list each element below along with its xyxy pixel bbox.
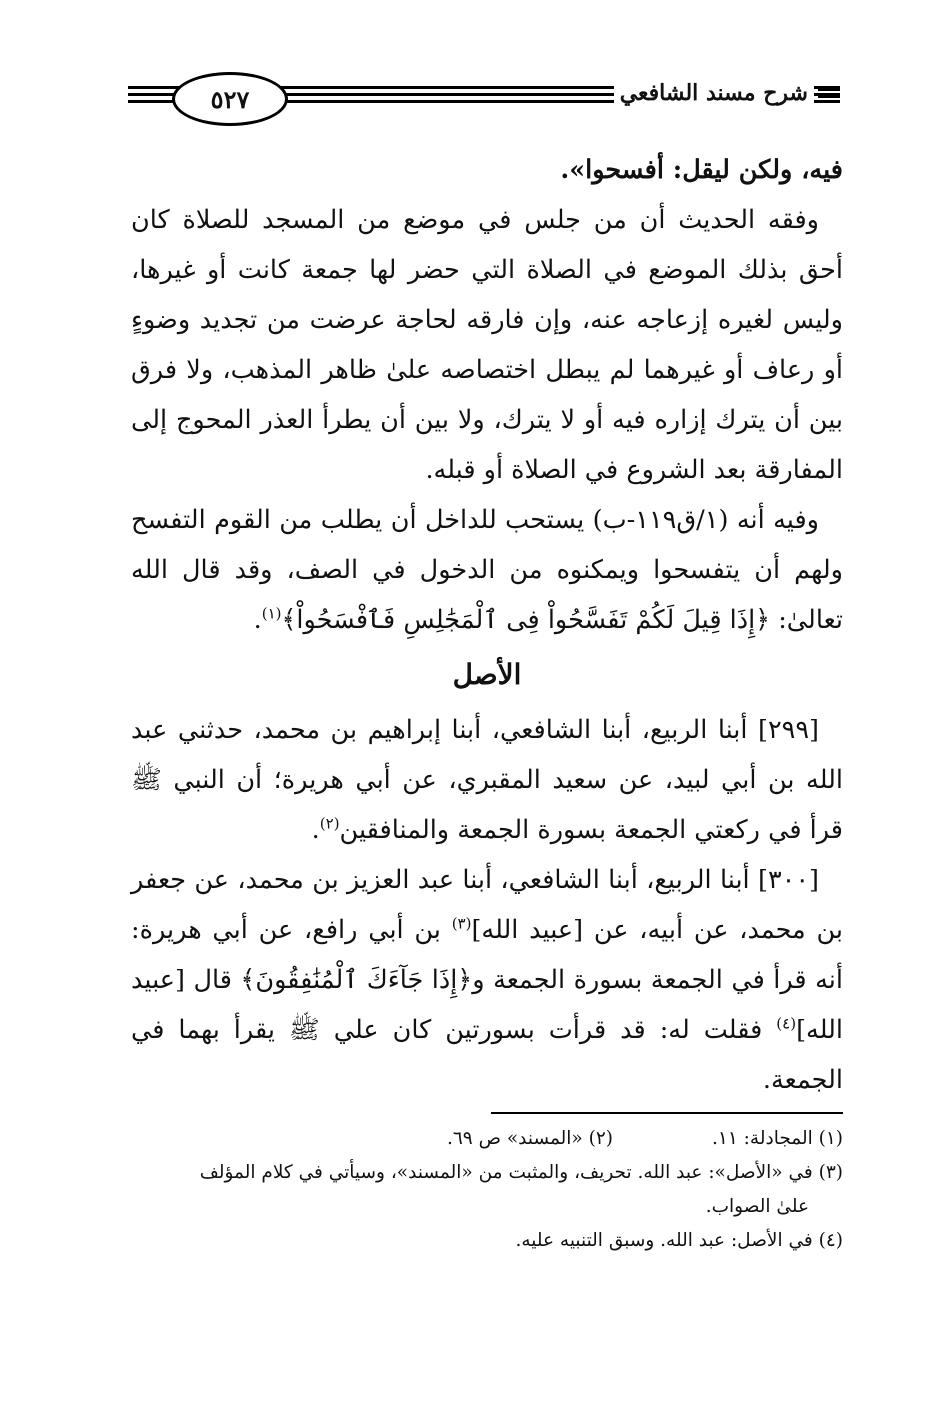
running-title: شرح مسند الشافعي [614,80,814,106]
paragraph-4 [131,705,843,855]
footnotes [131,1122,843,1258]
paragraph-5-part-c: فقلت له: قد قرأت بسورتين كان علي ﷺ يقرأ بهما في الجمعة. [131,1015,843,1095]
footnote-row-1-2 [131,1122,843,1156]
footnote-4: (٤) في الأصل: عبد الله. وسبق التنبيه عليه. [515,1230,843,1251]
header-mark-icon [818,88,840,102]
main-text [131,145,843,1105]
paragraph-3-end: . [253,605,262,635]
paragraph-5-part-b: بن أبي رافع، عن أبي هريرة: أنه قرأ في الجمعة بسورة الجمعة و﴿إِذَا جَآءَكَ ٱلْمُنَٰفِقُونَ﴾ قال [عبيد الله] [131,915,843,1045]
paragraph-3 [131,495,843,645]
footnote-ref-4: (٤) [776,1014,797,1033]
footnote-3: (٣) في «الأصل»: عبد الله. تحريف، والمثبت من «المسند»، وسيأتي في كلام المؤلف [199,1162,843,1183]
paragraph-5 [131,855,843,1105]
footnote-3-continuation: علىٰ الصواب. [705,1196,809,1217]
running-header [128,70,840,130]
paragraph-4-text: [٢٩٩] أبنا الربيع، أبنا الشافعي، أبنا إبراهيم بن محمد، حدثني عبد الله بن أبي لبيد، عن سعيد المقبري، عن أبي هريرة؛ أن النبي ﷺ قرأ في ركعتي الجمعة بسورة الجمعة والمنافقين [131,715,843,845]
footnote-ref-1: (١) [261,604,282,623]
section-title: الأصل [452,658,522,691]
footnote-1: (١) المجادلة: ١١. [712,1128,843,1149]
footnote-ref-2: (٢) [319,814,340,833]
page-number: ٥٢٧ [172,72,288,126]
paragraph-1: فيه، ولكن ليقل: أفسحوا». [560,155,843,185]
paragraph-2: وفقه الحديث أن من جلس في موضع من المسجد للصلاة كان أحق بذلك الموضع في الصلاة التي حضر لها جمعة كانت أو غيرها، وليس لغيره إزعاجه عنه، وإن فارقه لحاجة عرضت من تجديد وضوءٍ أو رعاف أو غيرهما لم يبطل اختصاصه علىٰ ظاهر المذهب، ولا فرق بين أن يترك إزاره فيه أو لا يترك، ولا بين أن يطرأ العذر المحوج إلى المفارقة بعد الشروع في الصلاة أو قبله. [131,205,843,485]
footnote-ref-3: (٣) [451,914,472,933]
footnote-separator [491,1112,843,1114]
footnote-2: (٢) «المسند» ص ٦٩. [446,1128,613,1149]
paragraph-4-end: . [311,815,320,845]
paragraph-3-text: وفيه أنه (١/ق١١٩-ب) يستحب للداخل أن يطلب من القوم التفسح ولهم أن يتفسحوا ويمكنوه من الدخول في الصف، وقد قال الله تعالىٰ: ﴿إِذَا قِيلَ لَكُمْ تَفَسَّحُواْ فِى ٱلْمَجَٰلِسِ فَٱفْسَحُواْ﴾ [131,505,843,635]
paragraph-5-part-a: [٣٠٠] أبنا الربيع، أبنا الشافعي، أبنا عبد العزيز بن محمد، عن جعفر بن محمد، عن أبيه، عن [عبيد الله] [131,865,843,945]
